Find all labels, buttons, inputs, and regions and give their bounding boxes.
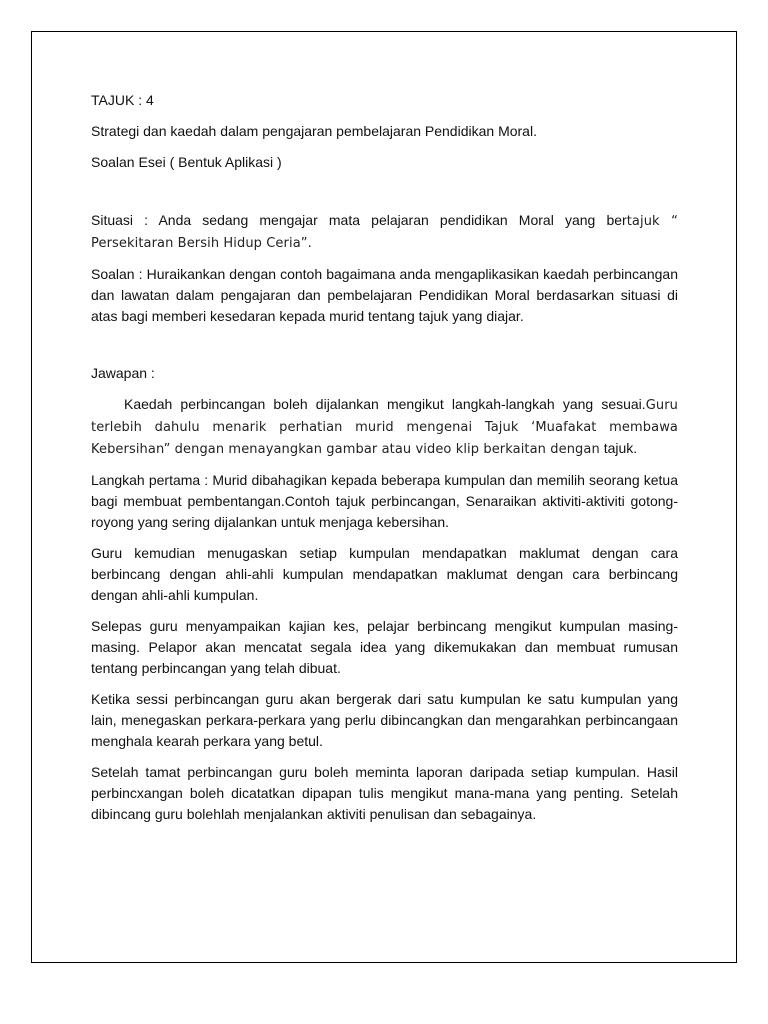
paragraph-group-task: Guru kemudian menugaskan setiap kumpulan mendapatkan maklumat dengan cara berbincang dengan ahli-ahli kumpulan mendapatkan maklumat dengan cara berbincang dengan ahli-ahli kumpulan. bbox=[91, 545, 678, 603]
situation-paragraph bbox=[91, 210, 678, 254]
answer-intro-end-text: tajuk. bbox=[599, 440, 638, 456]
answer-intro-paragraph bbox=[91, 394, 678, 460]
tajuk-heading: TAJUK : 4 bbox=[91, 92, 154, 108]
answer-heading: Jawapan : bbox=[91, 365, 155, 381]
paragraph-step-one: Langkah pertama : Murid dibahagikan kepada beberapa kumpulan dan memilih seorang ketua bagi membuat pembentangan.Contoh tajuk perbincangan, Senaraikan aktiviti-aktiviti gotong-royong yang sering dijalankan untuk menjaga kebersihan. bbox=[91, 472, 678, 530]
answer-intro-text: Kaedah perbincangan boleh dijalankan mengikut langkah-langkah yang sesuai. bbox=[124, 396, 646, 412]
paragraph-session: Ketika sessi perbincangan guru akan bergerak dari satu kumpulan ke satu kumpulan yang lain, menegaskan perkara-perkara yang perlu dibincangkan dan mengarahkan perbincangaan menghala kearah perkara yang betul. bbox=[91, 691, 678, 749]
answer-intro-light-text: Guru terlebih dahulu menarik perhatian murid mengenai Tajuk ‘Muafakat membawa Kebersihan” dengan menayangkan gambar atau video klip berkaitan dengan bbox=[91, 398, 678, 457]
situation-text: Situasi : Anda sedang mengajar mata pelajaran pendidikan Moral yang ber bbox=[91, 212, 627, 228]
document-page bbox=[31, 31, 737, 963]
paragraph-report: Setelah tamat perbincangan guru boleh meminta laporan daripada setiap kumpulan. Hasil perbincxangan boleh dicatatkan dipapan tulis mengikut mana-mana yang penting. Setelah dibincang guru bolehlah menjalankan aktiviti penulisan dan sebagainya. bbox=[91, 764, 678, 822]
document-body bbox=[91, 90, 678, 835]
paragraph-case-study: Selepas guru menyampaikan kajian kes, pelajar berbincang mengikut kumpulan masing-masing. Pelapor akan mencatat segala idea yang dikemukakan dan membuat rumusan tentang perbincangan yang telah dibuat. bbox=[91, 618, 678, 676]
topic-line: Strategi dan kaedah dalam pengajaran pembelajaran Pendidikan Moral. bbox=[91, 123, 537, 139]
question-paragraph: Soalan : Huraikankan dengan contoh bagaimana anda mengaplikasikan kaedah perbincangan dan lawatan dalam pengajaran dan pembelajaran Pendidikan Moral berdasarkan situasi di atas bagi memberi kesedaran kepada murid tentang tajuk yang diajar. bbox=[91, 266, 678, 324]
question-type-line: Soalan Esei ( Bentuk Aplikasi ) bbox=[91, 154, 282, 170]
situation-title-text: tajuk “ Persekitaran Bersih Hidup Ceria”. bbox=[91, 214, 678, 251]
